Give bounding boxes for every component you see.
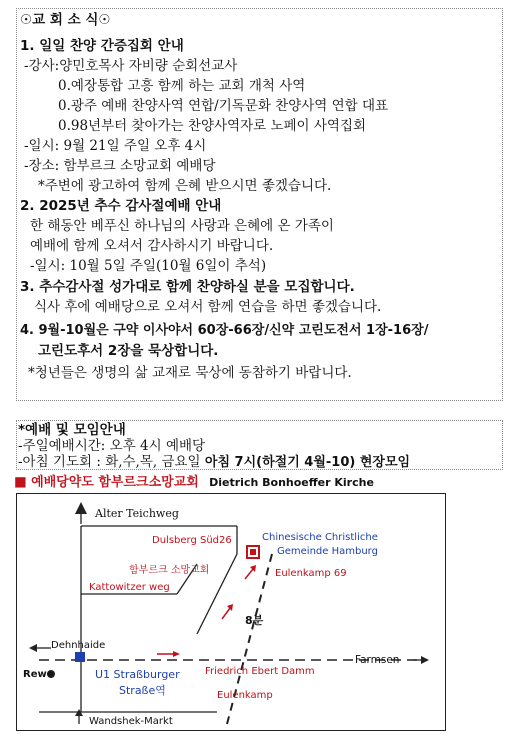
label-dulsberg: Dulsberg Süd26 <box>152 535 232 546</box>
ubahn-marker-icon <box>75 652 85 662</box>
label-u1-line1: U1 Straßburger <box>95 668 180 681</box>
s1-point-1: 0.예장통합 고흥 함께 하는 교회 개척 사역 <box>58 78 306 94</box>
s1-point-3: 0.98년부터 찾아가는 찬양사역자로 노페이 사역집회 <box>58 118 367 134</box>
s2-line-1: 한 해동안 베푸신 하나님의 사랑과 은혜에 온 가족이 <box>30 218 334 234</box>
map-title-kr: 예배당약도 함부르크소망교회 <box>31 475 199 490</box>
label-church-de-2: Gemeinde Hamburg <box>277 546 378 557</box>
label-rewe: Rewe <box>23 669 54 680</box>
label-church-de-1: Chinesische Christliche <box>262 532 378 543</box>
label-kattowitzer: Kattowitzer weg <box>89 582 170 593</box>
location-map <box>16 493 446 731</box>
north-arrow-icon <box>75 502 87 514</box>
label-minutes: 8분 <box>245 614 264 627</box>
map-marker-icon: ■ <box>14 474 27 490</box>
label-farmsen: Farmsen <box>355 654 400 666</box>
s1-point-2: 0.광주 예배 찬양사역 연합/기독문화 찬양사역 연합 대표 <box>58 98 389 114</box>
worship-sunday: -주일예배시간: 오후 4시 예배당 <box>18 438 206 454</box>
s1-speaker: -강사:양민호목사 자비량 순회선교사 <box>24 58 238 74</box>
s2-line-2: 예배에 함께 오셔서 감사하시기 바랍니다. <box>30 238 274 254</box>
s1-place: -장소: 함부르크 소망교회 예배당 <box>24 158 216 174</box>
label-wandshek: Wandshek-Markt <box>89 716 173 727</box>
s3-line: 식사 후에 예배당으로 오셔서 함께 연습을 하면 좋겠습니다. <box>34 299 382 315</box>
s4-note: *청년들은 생명의 삶 교재로 묵상에 동참하기 바랍니다. <box>28 365 352 381</box>
worship-morning <box>18 453 410 472</box>
page-title: ☉교 회 소 식☉ <box>20 12 111 28</box>
s1-heading: 1. 일일 찬양 간증집회 안내 <box>20 38 184 54</box>
worship-morning-time: 아침 7시(하절기 4월-10) 현장모임 <box>204 455 411 470</box>
s2-heading: 2. 2025년 추수 감사절예배 안내 <box>20 198 222 214</box>
map-title <box>14 473 374 492</box>
label-u1-line2: Straße역 <box>119 684 166 697</box>
label-eulenkamp-69: Eulenkamp 69 <box>275 568 347 579</box>
s2-date: -일시: 10월 5일 주일(10월 6일이 추석) <box>30 258 267 274</box>
label-church-kr: 함부르크 소망교회 <box>129 565 210 576</box>
east-arrow-icon <box>421 656 429 664</box>
west-arrow-icon <box>29 644 37 652</box>
label-eulenkamp: Eulenkamp <box>217 690 273 701</box>
map-title-de: Dietrich Bonhoeffer Kirche <box>209 476 374 489</box>
s4-heading-2: 고린도후서 2장을 묵상합니다. <box>38 343 219 359</box>
label-dehnhaide: Dehnhaide <box>51 640 106 651</box>
s4-heading-1: 4. 9월-10월은 구약 이사야서 60장-66장/신약 고린도전서 1장-16장/ <box>20 323 429 338</box>
label-alter-teichweg: Alter Teichweg <box>95 507 179 520</box>
s3-heading: 3. 추수감사절 성가대로 함께 찬양하실 분을 모집합니다. <box>20 279 355 295</box>
route-arrow-icon <box>173 651 180 657</box>
worship-heading: *예배 및 모임안내 <box>18 422 126 438</box>
worship-morning-days: -아침 기도회 : 화,수,목, 금요일 <box>18 454 205 470</box>
s1-note: *주변에 광고하여 함께 은혜 받으시면 좋겠습니다. <box>38 178 332 194</box>
label-friedrich-ebert: Friedrich Ebert Damm <box>205 666 315 677</box>
s1-date: -일시: 9월 21일 주일 오후 4시 <box>24 138 207 154</box>
